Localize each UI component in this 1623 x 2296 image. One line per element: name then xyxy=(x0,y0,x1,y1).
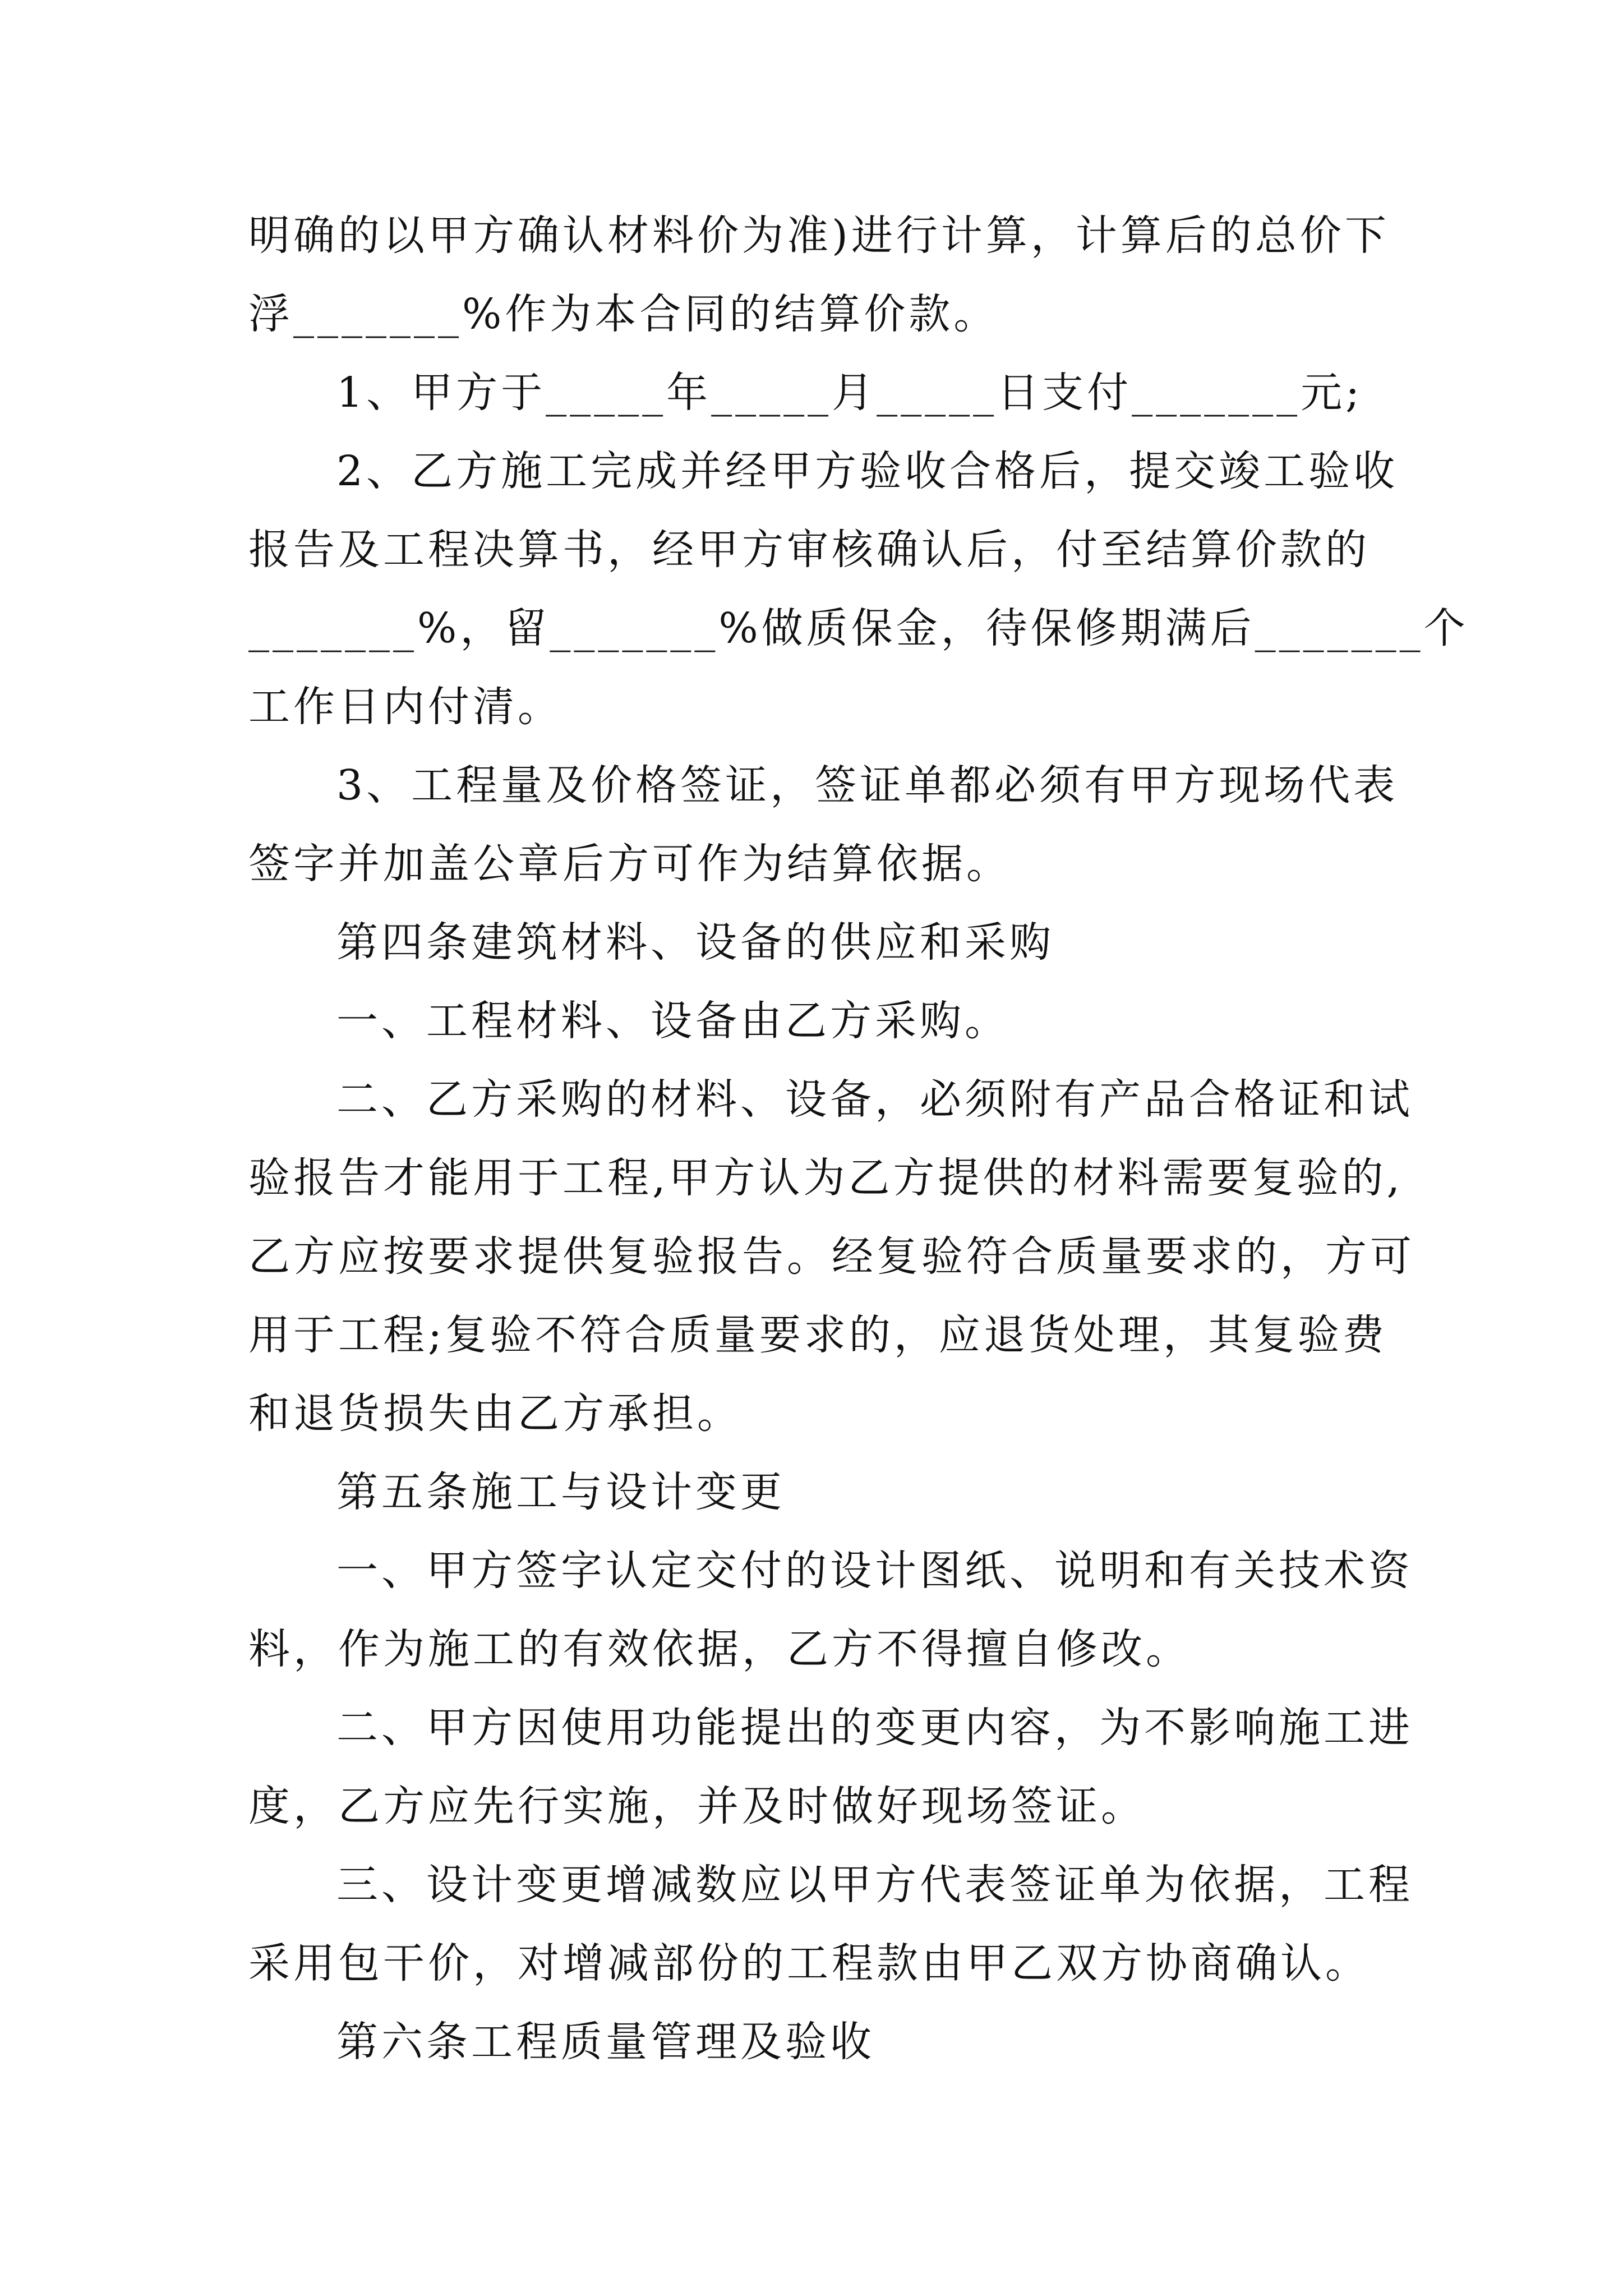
text-line: 二、甲方因使用功能提出的变更内容，为不影响施工进 xyxy=(336,1704,1413,1752)
text-line: 二、乙方采购的材料、设备，必须附有产品合格证和试 xyxy=(336,1075,1413,1124)
text-line: 用于工程;复验不符合质量要求的，应退货处理，其复验费 xyxy=(248,1311,1387,1359)
section-heading: 第五条施工与设计变更 xyxy=(336,1468,785,1516)
text-line: 1、甲方于_____年_____月_____日支付_______元; xyxy=(336,369,1363,417)
section-heading: 第四条建筑材料、设备的供应和采购 xyxy=(336,918,1054,967)
text-line: 和退货损失由乙方承担。 xyxy=(248,1389,742,1438)
text-line: 2、乙方施工完成并经甲方验收合格后，提交竣工验收 xyxy=(336,447,1399,495)
text-line: 工作日内付清。 xyxy=(248,683,562,731)
text-line: 一、工程材料、设备由乙方采购。 xyxy=(336,997,1009,1045)
text-line: 浮_______%作为本合同的结算价款。 xyxy=(248,290,999,338)
text-line: 度，乙方应先行实施，并及时做好现场签证。 xyxy=(248,1782,1146,1830)
text-line: 一、甲方签字认定交付的设计图纸、说明和有关技术资 xyxy=(336,1547,1413,1595)
text-line: 三、设计变更增减数应以甲方代表签证单为依据，工程 xyxy=(336,1861,1413,1909)
text-line: 报告及工程决算书，经甲方审核确认后，付至结算价款的 xyxy=(248,526,1370,574)
text-line: 签字并加盖公章后方可作为结算依据。 xyxy=(248,840,1011,888)
text-line: _______%，留_______%做质保金，待保修期满后_______个 xyxy=(248,604,1469,652)
text-line: 料，作为施工的有效依据，乙方不得擅自修改。 xyxy=(248,1625,1191,1673)
text-line: 乙方应按要求提供复验报告。经复验符合质量要求的，方可 xyxy=(248,1232,1415,1281)
text-line: 3、工程量及价格签证，签证单都必须有甲方现场代表 xyxy=(336,761,1399,809)
text-line: 采用包干价，对增减部份的工程款由甲乙双方协商确认。 xyxy=(248,1939,1370,1987)
section-heading: 第六条工程质量管理及验收 xyxy=(336,2018,875,2066)
text-line: 明确的以甲方确认材料价为准)进行计算，计算后的总价下 xyxy=(248,211,1390,260)
text-line: 验报告才能用于工程,甲方认为乙方提供的材料需要复验的, xyxy=(248,1154,1404,1202)
